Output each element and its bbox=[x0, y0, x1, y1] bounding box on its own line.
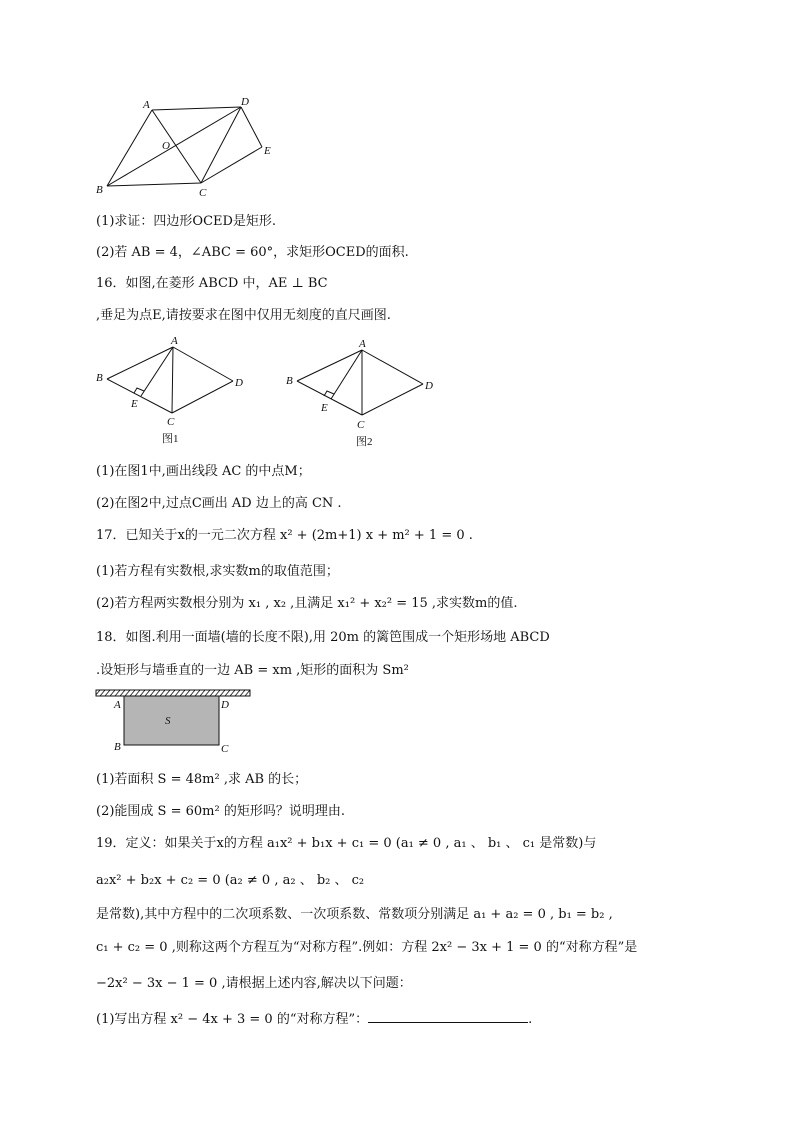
fig1-label-B: B bbox=[96, 372, 103, 384]
q19-line5: −2x² − 3x − 1 = 0 ,请根据上述内容,解决以下问题： bbox=[96, 976, 412, 991]
label-D: D bbox=[241, 96, 249, 108]
q19-line2: a₂x² + b₂x + c₂ = 0 (a₂ ≠ 0 , a₂ 、 b₂ 、 c₂ bbox=[96, 873, 365, 888]
end-period: . bbox=[528, 1012, 533, 1027]
fig1-label-A: A bbox=[171, 335, 178, 347]
q19-part1: (1)写出方程 x² − 4x + 3 = 0 的“对称方程”： bbox=[96, 1012, 369, 1027]
fig2-label-E: E bbox=[321, 402, 328, 414]
q18-label-A: A bbox=[114, 699, 121, 711]
fig2-label-D: D bbox=[425, 380, 433, 392]
q18-label-S: S bbox=[165, 715, 171, 727]
q16-stem-line1: 16．如图,在菱形 ABCD 中，AE ⊥ BC bbox=[96, 276, 328, 291]
fig1-label-E: E bbox=[131, 398, 138, 410]
fig1-label-D: D bbox=[235, 377, 243, 389]
label-E: E bbox=[264, 145, 271, 157]
wall bbox=[96, 690, 250, 696]
label-B: B bbox=[96, 184, 103, 196]
fig2-label-A: A bbox=[359, 338, 366, 350]
q15-part2: (2)若 AB = 4，∠ABC = 60°，求矩形OCED的面积. bbox=[96, 245, 409, 260]
q19-line1: 19．定义：如果关于x的方程 a₁x² + b₁x + c₁ = 0 (a₁ ≠ 0 , a₁ 、 b₁ 、 c₁ 是常数)与 bbox=[96, 836, 597, 851]
q19-line4: c₁ + c₂ = 0 ,则称这两个方程互为“对称方程”.例如：方程 2x² − 3x + 1 = 0 的“对称方程”是 bbox=[96, 940, 638, 955]
q18-stem-line1: 18．如图.利用一面墙(墙的长度不限),用 20m 的篱笆围成一个矩形场地 ABCD bbox=[96, 630, 550, 645]
label-C: C bbox=[199, 187, 207, 199]
label-A: A bbox=[143, 99, 150, 111]
q16-part2: (2)在图2中,过点C画出 AD 边上的高 CN . bbox=[96, 496, 342, 511]
q16-stem-line2: ,垂足为点E,请按要求在图中仅用无刻度的直尺画图. bbox=[96, 308, 391, 323]
q18-label-D: D bbox=[221, 699, 229, 711]
q18-label-B: B bbox=[114, 741, 121, 753]
q18-part1: (1)若面积 S = 48m² ,求 AB 的长； bbox=[96, 772, 308, 787]
enclosed-rectangle bbox=[124, 696, 219, 745]
q19-line3: 是常数),其中方程中的二次项系数、一次项系数、常数项分别满足 a₁ + a₂ = 0 , b₁ = b₂ , bbox=[96, 907, 613, 922]
label-O: O bbox=[162, 140, 170, 152]
fig2-caption: 图2 bbox=[356, 436, 373, 448]
fig1-caption: 图1 bbox=[162, 433, 179, 445]
q15-part1: (1)求证：四边形OCED是矩形. bbox=[96, 214, 277, 229]
q17-part2: (2)若方程两实数根分别为 x₁ , x₂ ,且满足 x₁² + x₂² = 15 ,求实数m的值. bbox=[96, 596, 518, 611]
q16-part1: (1)在图1中,画出线段 AC 的中点M； bbox=[96, 464, 311, 479]
answer-blank[interactable] bbox=[368, 1010, 528, 1023]
q18-label-C: C bbox=[221, 743, 229, 755]
q17-stem: 17．已知关于x的一元二次方程 x² + (2m+1) x + m² + 1 = 0 . bbox=[96, 528, 473, 543]
q19-part1-line bbox=[96, 1010, 532, 1029]
q17-part1: (1)若方程有实数根,求实数m的取值范围； bbox=[96, 564, 339, 579]
fig1-label-C: C bbox=[167, 416, 175, 428]
fig2-label-C: C bbox=[357, 419, 365, 431]
fig2-label-B: B bbox=[286, 375, 293, 387]
q18-stem-line2: .设矩形与墙垂直的一边 AB = xm ,矩形的面积为 Sm² bbox=[96, 663, 409, 678]
q18-part2: (2)能围成 S = 60m² 的矩形吗？说明理由. bbox=[96, 804, 345, 819]
